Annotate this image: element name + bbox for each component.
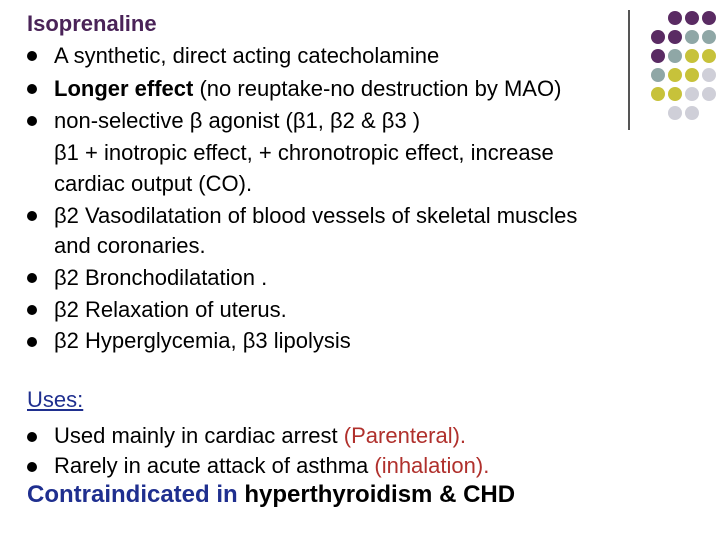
contraindicated-label: Contraindicated in <box>27 481 238 508</box>
bullet-text-5b: and coronaries. <box>54 233 206 258</box>
decorative-dot <box>668 11 682 25</box>
bullet-dot <box>27 432 37 442</box>
decorative-dot <box>651 87 665 101</box>
uses-item-2 <box>54 452 489 480</box>
decorative-dot <box>651 49 665 63</box>
decorative-dot <box>685 106 699 120</box>
decorative-dot <box>685 30 699 44</box>
uses-item-2-route: (inhalation). <box>374 453 490 478</box>
decorative-dot-grid <box>618 8 718 138</box>
decorative-dot <box>702 87 716 101</box>
bullet-dot <box>27 273 37 283</box>
bullet-text-7: β2 Relaxation of uterus. <box>54 297 287 322</box>
contraindication-line <box>27 480 515 510</box>
decorative-dot <box>685 49 699 63</box>
decorative-dot <box>668 49 682 63</box>
decorative-dot <box>702 49 716 63</box>
decorative-dot <box>668 87 682 101</box>
decorative-dot <box>668 30 682 44</box>
bullet-dot <box>27 305 37 315</box>
bullet-text-2-rest: (no reuptake-no destruction by MAO) <box>193 76 562 101</box>
bullet-dot <box>27 337 37 347</box>
bullet-dot <box>27 84 37 94</box>
decorative-dot <box>702 11 716 25</box>
uses-heading: Uses: <box>27 387 84 412</box>
bullet-text-1: A synthetic, direct acting catecholamine <box>54 43 440 68</box>
bullet-dot <box>27 462 37 472</box>
bullet-dot <box>27 211 37 221</box>
bullet-text-2 <box>54 75 561 103</box>
decorative-dot <box>685 87 699 101</box>
bullet-text-8: β2 Hyperglycemia, β3 lipolysis <box>54 328 351 353</box>
bullet-dot <box>27 116 37 126</box>
bullet-text-3: non-selective β agonist (β1, β2 & β3 ) <box>54 108 421 133</box>
decorative-dot <box>702 30 716 44</box>
decorative-dot <box>668 106 682 120</box>
bullet-text-6: β2 Bronchodilatation . <box>54 265 268 290</box>
slide-title: Isoprenaline <box>27 11 157 36</box>
contraindicated-conditions: hyperthyroidism & CHD <box>237 481 516 508</box>
bullet-dot <box>27 51 37 61</box>
decorative-dot <box>685 68 699 82</box>
bullet-text-2-bold: Longer effect <box>54 76 194 101</box>
decorative-dot <box>702 68 716 82</box>
uses-item-1-route: (Parenteral). <box>343 423 467 448</box>
bullet-text-4b: cardiac output (CO). <box>54 171 253 196</box>
bullet-text-5a: β2 Vasodilatation of blood vessels of skeletal muscles <box>54 203 578 228</box>
uses-item-2-text: Rarely in acute attack of asthma <box>54 453 375 478</box>
bullet-text-4a: β1 + inotropic effect, + chronotropic effect, increase <box>54 140 554 165</box>
decorative-dot <box>651 68 665 82</box>
uses-item-1-text: Used mainly in cardiac arrest <box>54 423 344 448</box>
decorative-dot <box>685 11 699 25</box>
decorative-dot <box>651 30 665 44</box>
uses-item-1 <box>54 422 466 450</box>
decorative-dot <box>668 68 682 82</box>
